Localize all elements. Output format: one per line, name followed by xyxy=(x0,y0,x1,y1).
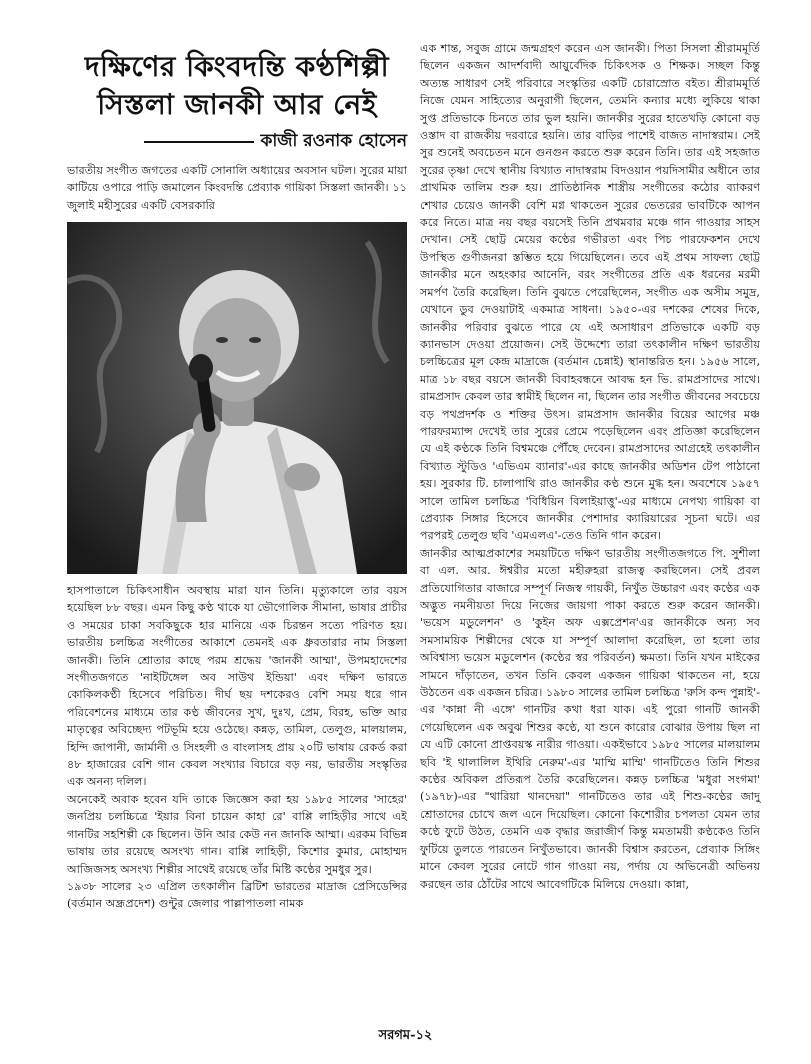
byline xyxy=(67,128,407,156)
right-paragraph-1: এক শান্ত, সবুজ গ্রামে জন্মগ্রহণ করেন এস জানকী। পিতা সিসলা শ্রীরামমূর্তি ছিলেন একজন আদর্শবাদী আয়ুর্বেদিক চিকিৎসক ও শিক্ষক। সচ্ছল কিন্তু অত্যন্ত সাধারণ সেই পরিবারে সংস্কৃতির একটি চোরাস্রোত বইত। শ্রীরামমূর্তি নিজে যেমন সাহিত্যের অনুরাগী ছিলেন, তেমনি কন্যার মধ্যে লুকিয়ে থাকা সুপ্ত প্রতিভাকে চিনতে তার ভুল হয়নি। জানকীর সুরের হাতেখড়ি কোনো বড় ওস্তাদ বা রাজকীয় দরবারে হয়নি। তার বাড়ির পাশেই বাজত নাদাস্বরাম। সেই সুর শুনেই অবচেতন মনে গুনগুন করতে শুরু করেন তিনি। তার এই সহজাত সুরের তৃষ্ণা দেখে স্থানীয় বিখ্যাত নাদাস্বরাম বিদওয়ান পয়দিসামীর অধীনে তার প্রাথমিক তালিম শুরু হয়। প্রাতিষ্ঠানিক শাস্ত্রীয় সংগীতের কঠোর ব্যাকরণ শেখার চেয়েও জানকী বেশি মগ্ন থাকতেন সুরের ভেতরের ভাবটিকে আপন করে নিতে। মাত্র নয় বছর বয়সেই তিনি প্রথমবার মঞ্চে গান গাওয়ার সাহস দেখান। সেই ছোট্ট মেয়ের কণ্ঠের গভীরতা এবং পিচ পারফেকশন দেখে উপস্থিত গুণীজনরা স্তম্ভিত হয়ে গিয়েছিলেন। তবে এই প্রথম সাফল্য ছোট্ট জানকীর মনে অহংকার আনেনি, বরং সংগীতের প্রতি এক ধরনের মরমী সমর্পণ তৈরি করেছিল। তিনি বুঝতে পেরেছিলেন, সংগীত এক অসীম সমুদ্র, যেখানে ডুব দেওয়াটাই একমাত্র সাধনা। ১৯৫০-এর দশকের শেষের দিকে, জানকীর পরিবার বুঝতে পারে যে এই অসাধারণ প্রতিভাকে একটি বড় ক্যানভাস দেওয়া প্রয়োজন। সেই উদ্দেশ্যে তারা তৎকালীন দক্ষিণ ভারতীয় চলচ্চিত্রের মূল কেন্দ্র মাদ্রাজে (বর্তমান চেন্নাই) স্থানান্তরিত হন। ১৯৫৬ সালে, মাত্র ১৮ বছর বয়সে জানকী বিবাহবন্ধনে আবদ্ধ হন ভি. রামপ্রসাদের সাথে। রামপ্রসাদ কেবল তার স্বামীই ছিলেন না, ছিলেন তার সংগীত জীবনের সবচেয়ে বড় পথপ্রদর্শক ও শক্তির উৎস। রামপ্রসাদ জানকীর বিয়ের আগের মঞ্চ পারফরম্যান্স দেখেই তার সুরের প্রেমে পড়েছিলেন এবং প্রতিজ্ঞা করেছিলেন যে এই কণ্ঠকে তিনি বিশ্বমঞ্চে পৌঁছে দেবেন। রামপ্রসাদের আগ্রহেই তৎকালীন বিখ্যাত স্টুডিও 'এভিএম ব্যানার'-এর কাছে জানকীর অডিশন টেপ পাঠানো হয়। সুরকার টি. চালাপাথি রাও জানকীর কণ্ঠ শুনে মুগ্ধ হন। অবশেষে ১৯৫৭ সালে তামিল চলচ্চিত্র 'বিধিয়িন বিলাইয়াত্তু'-এর মাধ্যমে নেপথ্য গায়িকা বা প্রেব্যাক সিঙ্গার হিসেবে জানকীর পেশাদার ক্যারিয়ারের সূচনা ঘটে। এর পরপরই তেলুগু ছবি 'এমএলএ'-তেও তিনি গান করেন। xyxy=(420,42,760,543)
byline-author: কাজী রওনাক হোসেন xyxy=(260,131,407,151)
article-title xyxy=(67,48,407,124)
portrait-photo-icon xyxy=(67,222,407,574)
right-column xyxy=(420,40,760,893)
left-paragraph-2: অনেকেই অবাক হবেন যদি তাকে জিজ্ঞেস করা হয় ১৯৮৫ সালের 'সাহের' জনপ্রিয় চলচ্চিত্রে 'ইয়ার বিনা চায়েন কাহা রে' বাপ্পি লাহিড়ীর সাথে এই গানটির সহশিল্পী কে ছিলেন। উনি আর কেউ নন জানকি আম্মা। এরকম বিভিন্ন ভাষায় তার রয়েছে অসংখ্য গান। বাপ্পি লাহিড়ী, কিশোর কুমার, মোহাম্মদ আজিজসহ অসংখ্য শিল্পীর সাথেই রয়েছে তাঁর মিষ্টি কণ্ঠের সুমধুর সুর। xyxy=(67,792,407,876)
right-paragraph-2: জানকীর আত্মপ্রকাশের সময়টিতে দক্ষিণ ভারতীয় সংগীতজগতে পি. সুশীলা বা এল. আর. ঈশ্বরীর মতো মহীরুহরা রাজত্ব করছিলেন। সেই প্রবল প্রতিযোগিতার বাজারে সম্পূর্ণ নিজস্ব গায়কী, নিখুঁত উচ্চারণ এবং কণ্ঠের এক অদ্ভুত নমনীয়তা দিয়ে নিজের জায়গা পাকা করতে শুরু করেন জানকী। 'ভয়েস মডুলেশন' ও 'কুইন অফ এক্সপ্রেশন'এর জানকীকে অন্য সব সমসাময়িক শিল্পীদের থেকে যা সম্পূর্ণ আলাদা করেছিল, তা হলো তার অবিশ্বাস্য ভয়েস মডুলেশন (কণ্ঠের স্বর পরিবর্তন) ক্ষমতা। তিনি যখন মাইকের সামনে দাঁড়াতেন, তখন তিনি কেবল একজন গায়িকা থাকতেন না, হয়ে উঠতেন এক একজন চরিত্র। ১৯৮০ সালের তামিল চলচ্চিত্র 'রুসি কন্দ পুন্নাই'-এর 'কান্না নী এঙ্গে' গানটির কথা ধরা যাক। এই পুরো গানটি জানকী গেয়েছিলেন এক অবুঝ শিশুর কণ্ঠে, যা শুনে কারোর বোঝার উপায় ছিল না যে এটি কোনো প্রাপ্তবয়স্ক নারীর গাওয়া। একইভাবে ১৯৮৫ সালের মালয়ালম ছবি 'ই থালালিল ইথিরি নেরুম'-এর 'মাম্মি মাম্মি' গানটিতেও তিনি শিশুর কণ্ঠের অবিকল প্রতিরূপ তৈরি করেছিলেন। কন্নড় চলচ্চিত্র 'মধুরা সংগমা' (১৯৭৮)-এর "থারিয়া থানদেয়া" গানটিতেও তার এই শিশু-কণ্ঠের জাদু শ্রোতাদের চোখে জল এনে দিয়েছিল। কোনো কিশোরীর চপলতা যেমন তার কণ্ঠে ফুটে উঠত, তেমনি এক বৃদ্ধার জরাজীর্ণ কিন্তু মমতাময়ী কণ্ঠকেও তিনি ফুটিয়ে তুলতে পারতেন নিখুঁতভাবে। জানকী বিশ্বাস করতেন, প্রেব্যাক সিঙ্গিং মানে কেবল সুরের নোটে গান গাওয়া নয়, পর্দায় যে অভিনেত্রী অভিনয় করছেন তার ঠোঁটের সাথে আবেগটিকে মিলিয়ে দেওয়া। কান্না, xyxy=(420,546,760,891)
left-paragraph-3: ১৯৩৮ সালের ২৩ এপ্রিল তৎকালীন ব্রিটিশ ভারতের মাদ্রাজ প্রেসিডেন্সির (বর্তমান অন্ধ্রপ্রদেশ) গুন্টুর জেলার পাল্লাপাতলা নামক xyxy=(67,879,407,911)
left-column xyxy=(67,48,407,214)
title-line-2: সিস্তলা জানকী আর নেই xyxy=(97,88,377,121)
intro-paragraph: ভারতীয় সংগীত জগতের একটি সোনালি অধ্যায়ের অবসান ঘটল। সুরের মায়া কাটিয়ে ওপারে পাড়ি জমালেন কিংবদন্তি প্রেব্যাক গায়িকা সিস্তলা জানকী। ১১ জুলাই মহীসুরের একটি বেসরকারি xyxy=(67,164,407,212)
byline-rule xyxy=(144,141,254,143)
left-paragraph-1: হাসপাতালে চিকিৎসাধীন অবস্থায় মারা যান তিনি। মৃত্যুকালে তার বয়স হয়েছিল ৮৮ বছর। এমন কিছু কণ্ঠ থাকে যা ভৌগোলিক সীমানা, ভাষার প্রাচীর ও সময়ের চাকা সবকিছুকে হার মানিয়ে এক চিরন্তন সত্যে পরিণত হয়। ভারতীয় চলচ্চিত্র সংগীতের আকাশে তেমনই এক ধ্রুবতারার নাম সিস্তলা জানকী। তিনি শ্রোতার কাছে পরম শ্রদ্ধেয় 'জানকী আম্মা', উপমহাদেশের সংগীতজগতে 'নাইটিঙ্গেল অব সাউথ ইন্ডিয়া' এবং দক্ষিণ ভারতে কোকিলকণ্ঠী হিসেবে পরিচিত। দীর্ঘ ছয় দশকেরও বেশি সময় ধরে গান পরিবেশনের মাধ্যমে তার কণ্ঠ জীবনের সুখ, দুঃখ, প্রেম, বিরহ, ভক্তি আর মাতৃত্বের অবিচ্ছেদ্য পটভূমি হয়ে ওঠেছে। কন্নড়, তামিল, তেলুগু, মালয়ালম, হিন্দি জাপানী, জার্মানী ও সিংহলী ও বাংলাসহ প্রায় ২০টি ভাষায় রেকর্ড করা ৪৮ হাজারের বেশি গান কেবল সংখ্যার বিচারে বড় নয়, ভারতীয় সংস্কৃতির এক অনন্য দলিল। xyxy=(67,584,407,789)
page-footer: সরগম-১২ xyxy=(378,1028,433,1043)
left-column-lower xyxy=(67,582,407,913)
singer-photo xyxy=(67,222,407,574)
title-line-1: দক্ষিণের কিংবদন্তি কণ্ঠশিল্পী xyxy=(84,50,390,83)
